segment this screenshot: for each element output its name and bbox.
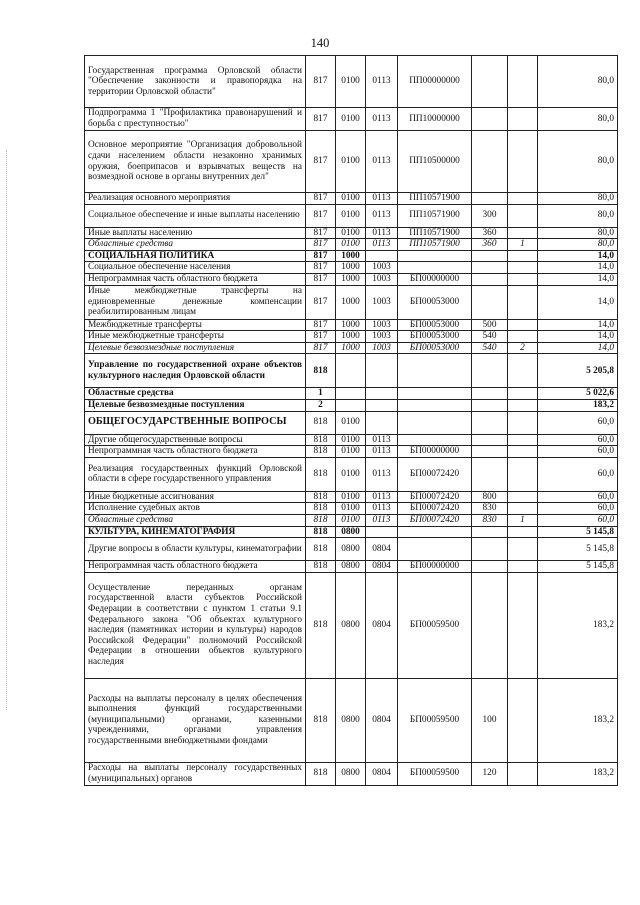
row-admin-code: 818 bbox=[306, 538, 336, 561]
row-target-code bbox=[398, 434, 472, 446]
row-expense-type: 800 bbox=[472, 491, 508, 503]
row-expense-type: 120 bbox=[472, 762, 508, 785]
row-amount: 183,2 bbox=[538, 678, 618, 762]
row-name: Областные средства bbox=[85, 239, 306, 251]
row-amount: 60,0 bbox=[538, 491, 618, 503]
row-expense-type bbox=[472, 446, 508, 458]
table-row bbox=[85, 572, 618, 678]
row-expense-type: 100 bbox=[472, 678, 508, 762]
table-row bbox=[85, 262, 618, 274]
row-amount: 60,0 bbox=[538, 434, 618, 446]
table-row bbox=[85, 354, 618, 388]
row-expense-type bbox=[472, 561, 508, 573]
table-row bbox=[85, 457, 618, 491]
row-amount: 60,0 bbox=[538, 503, 618, 515]
row-source-code bbox=[508, 108, 538, 131]
row-source-code bbox=[508, 411, 538, 434]
table-row bbox=[85, 204, 618, 227]
row-amount: 80,0 bbox=[538, 131, 618, 193]
row-source-code bbox=[508, 131, 538, 193]
row-section-code: 0800 bbox=[336, 526, 366, 538]
row-admin-code: 818 bbox=[306, 491, 336, 503]
row-subsection-code: 0113 bbox=[366, 514, 398, 526]
row-section-code: 0100 bbox=[336, 514, 366, 526]
row-name: СОЦИАЛЬНАЯ ПОЛИТИКА bbox=[85, 250, 306, 262]
row-subsection-code: 1003 bbox=[366, 273, 398, 285]
table-row bbox=[85, 526, 618, 538]
row-name: Иные выплаты населению bbox=[85, 227, 306, 239]
row-target-code: БП00000000 bbox=[398, 446, 472, 458]
row-admin-code: 818 bbox=[306, 354, 336, 388]
row-admin-code: 817 bbox=[306, 108, 336, 131]
row-subsection-code: 0804 bbox=[366, 561, 398, 573]
row-subsection-code: 0113 bbox=[366, 56, 398, 108]
row-source-code bbox=[508, 193, 538, 205]
table-row bbox=[85, 342, 618, 354]
row-name: Расходы на выплаты персоналу государственных (муниципальных) органов bbox=[85, 762, 306, 785]
row-expense-type bbox=[472, 399, 508, 411]
row-subsection-code: 0113 bbox=[366, 239, 398, 251]
row-name: Осуществление переданных органам государственной власти субъектов Российской Федерации в соответствии с пунктом 1 статьи 9.1 Федерального закона "Об объектах культурного наследия (памятниках истории и культуры) народов Российской Федерации" полномочий Российской Федерации в отношении объектов культурного наследия bbox=[85, 572, 306, 678]
row-section-code: 1000 bbox=[336, 262, 366, 274]
row-admin-code: 817 bbox=[306, 331, 336, 343]
row-expense-type bbox=[472, 434, 508, 446]
row-expense-type: 300 bbox=[472, 204, 508, 227]
row-section-code: 0800 bbox=[336, 678, 366, 762]
row-target-code: БП00072420 bbox=[398, 457, 472, 491]
row-source-code bbox=[508, 503, 538, 515]
row-section-code: 1000 bbox=[336, 342, 366, 354]
row-expense-type bbox=[472, 262, 508, 274]
row-amount: 14,0 bbox=[538, 262, 618, 274]
table-row bbox=[85, 331, 618, 343]
row-subsection-code bbox=[366, 526, 398, 538]
row-subsection-code: 0113 bbox=[366, 446, 398, 458]
table-row bbox=[85, 411, 618, 434]
row-target-code: БП00072420 bbox=[398, 514, 472, 526]
row-expense-type bbox=[472, 411, 508, 434]
row-subsection-code: 1003 bbox=[366, 319, 398, 331]
row-admin-code: 818 bbox=[306, 526, 336, 538]
row-admin-code: 817 bbox=[306, 56, 336, 108]
row-target-code: ПП00000000 bbox=[398, 56, 472, 108]
row-subsection-code bbox=[366, 388, 398, 400]
row-expense-type bbox=[472, 538, 508, 561]
row-admin-code: 818 bbox=[306, 561, 336, 573]
row-section-code: 0100 bbox=[336, 56, 366, 108]
row-source-code bbox=[508, 388, 538, 400]
table-row bbox=[85, 434, 618, 446]
row-name: Целевые безвозмездные поступления bbox=[85, 342, 306, 354]
row-subsection-code bbox=[366, 250, 398, 262]
row-subsection-code: 0113 bbox=[366, 204, 398, 227]
row-expense-type bbox=[472, 56, 508, 108]
row-amount: 80,0 bbox=[538, 204, 618, 227]
row-source-code bbox=[508, 526, 538, 538]
row-expense-type bbox=[472, 108, 508, 131]
row-source-code bbox=[508, 250, 538, 262]
row-admin-code: 818 bbox=[306, 678, 336, 762]
row-target-code: БП00053000 bbox=[398, 331, 472, 343]
row-section-code: 0100 bbox=[336, 227, 366, 239]
row-name: Основное мероприятие "Организация добровольной сдачи населением области незаконно хранимых оружия, боеприпасов и взрывчатых веществ на возмездной основе в органы внутренних дел" bbox=[85, 131, 306, 193]
row-source-code bbox=[508, 262, 538, 274]
row-expense-type bbox=[472, 526, 508, 538]
row-subsection-code: 0113 bbox=[366, 434, 398, 446]
table-row bbox=[85, 538, 618, 561]
table-row bbox=[85, 514, 618, 526]
row-admin-code: 817 bbox=[306, 273, 336, 285]
row-target-code bbox=[398, 399, 472, 411]
row-expense-type bbox=[472, 193, 508, 205]
row-subsection-code: 1003 bbox=[366, 262, 398, 274]
row-admin-code: 817 bbox=[306, 319, 336, 331]
row-name: Непрограммная часть областного бюджета bbox=[85, 446, 306, 458]
row-subsection-code: 0113 bbox=[366, 503, 398, 515]
row-name: Реализация государственных функций Орловской области в сфере государственного управления bbox=[85, 457, 306, 491]
row-subsection-code: 0804 bbox=[366, 572, 398, 678]
row-subsection-code: 0113 bbox=[366, 457, 398, 491]
row-admin-code: 818 bbox=[306, 457, 336, 491]
row-target-code: ПП10571900 bbox=[398, 227, 472, 239]
row-target-code: ПП10571900 bbox=[398, 193, 472, 205]
row-section-code: 0800 bbox=[336, 561, 366, 573]
row-expense-type: 540 bbox=[472, 331, 508, 343]
row-expense-type bbox=[472, 285, 508, 319]
row-target-code: ПП10500000 bbox=[398, 131, 472, 193]
row-section-code: 0100 bbox=[336, 204, 366, 227]
row-amount: 5 145,8 bbox=[538, 526, 618, 538]
row-name: Реализация основного мероприятия bbox=[85, 193, 306, 205]
row-section-code: 0100 bbox=[336, 131, 366, 193]
row-target-code: БП00053000 bbox=[398, 342, 472, 354]
row-admin-code: 818 bbox=[306, 572, 336, 678]
row-expense-type bbox=[472, 457, 508, 491]
table-row bbox=[85, 399, 618, 411]
row-expense-type bbox=[472, 354, 508, 388]
row-amount: 183,2 bbox=[538, 572, 618, 678]
row-section-code: 0100 bbox=[336, 503, 366, 515]
table-row bbox=[85, 108, 618, 131]
row-expense-type: 360 bbox=[472, 239, 508, 251]
row-source-code bbox=[508, 331, 538, 343]
row-admin-code: 2 bbox=[306, 399, 336, 411]
row-source-code bbox=[508, 273, 538, 285]
row-admin-code: 817 bbox=[306, 262, 336, 274]
table-row bbox=[85, 239, 618, 251]
row-target-code: БП00000000 bbox=[398, 273, 472, 285]
row-name: Непрограммная часть областного бюджета bbox=[85, 561, 306, 573]
row-amount: 60,0 bbox=[538, 514, 618, 526]
row-expense-type: 360 bbox=[472, 227, 508, 239]
row-admin-code: 818 bbox=[306, 446, 336, 458]
row-target-code bbox=[398, 526, 472, 538]
row-name: Управление по государственной охране объектов культурного наследия Орловской области bbox=[85, 354, 306, 388]
row-expense-type bbox=[472, 273, 508, 285]
row-target-code bbox=[398, 262, 472, 274]
row-amount: 183,2 bbox=[538, 762, 618, 785]
table-row bbox=[85, 273, 618, 285]
row-section-code bbox=[336, 354, 366, 388]
row-amount: 60,0 bbox=[538, 457, 618, 491]
row-source-code bbox=[508, 285, 538, 319]
row-admin-code: 817 bbox=[306, 239, 336, 251]
row-subsection-code bbox=[366, 411, 398, 434]
row-name: Исполнение судебных актов bbox=[85, 503, 306, 515]
row-amount: 80,0 bbox=[538, 108, 618, 131]
row-target-code: БП00072420 bbox=[398, 491, 472, 503]
row-amount: 60,0 bbox=[538, 411, 618, 434]
row-amount: 80,0 bbox=[538, 193, 618, 205]
margin-mark bbox=[6, 150, 9, 710]
table-row bbox=[85, 678, 618, 762]
row-name: Другие вопросы в области культуры, кинематографии bbox=[85, 538, 306, 561]
row-expense-type bbox=[472, 572, 508, 678]
row-section-code: 1000 bbox=[336, 250, 366, 262]
row-section-code bbox=[336, 388, 366, 400]
row-subsection-code bbox=[366, 399, 398, 411]
row-section-code: 1000 bbox=[336, 285, 366, 319]
row-target-code bbox=[398, 411, 472, 434]
row-name: Областные средства bbox=[85, 388, 306, 400]
row-admin-code: 818 bbox=[306, 514, 336, 526]
row-section-code: 1000 bbox=[336, 331, 366, 343]
row-expense-type bbox=[472, 250, 508, 262]
row-section-code: 0800 bbox=[336, 572, 366, 678]
budget-table bbox=[84, 55, 618, 786]
row-name: Областные средства bbox=[85, 514, 306, 526]
table-row bbox=[85, 250, 618, 262]
row-source-code bbox=[508, 572, 538, 678]
row-subsection-code: 0113 bbox=[366, 491, 398, 503]
row-subsection-code: 0113 bbox=[366, 131, 398, 193]
row-target-code: БП00059500 bbox=[398, 678, 472, 762]
row-expense-type: 830 bbox=[472, 514, 508, 526]
row-section-code: 1000 bbox=[336, 319, 366, 331]
row-subsection-code: 0804 bbox=[366, 538, 398, 561]
table-row bbox=[85, 193, 618, 205]
row-target-code: БП00053000 bbox=[398, 319, 472, 331]
table-row bbox=[85, 388, 618, 400]
table-row bbox=[85, 446, 618, 458]
row-source-code bbox=[508, 446, 538, 458]
row-subsection-code: 0804 bbox=[366, 762, 398, 785]
row-section-code: 0100 bbox=[336, 457, 366, 491]
row-name: Иные межбюджетные трансферты bbox=[85, 331, 306, 343]
row-admin-code: 1 bbox=[306, 388, 336, 400]
row-target-code bbox=[398, 388, 472, 400]
row-section-code bbox=[336, 399, 366, 411]
table-row bbox=[85, 285, 618, 319]
row-source-code: 1 bbox=[508, 514, 538, 526]
row-name: КУЛЬТУРА, КИНЕМАТОГРАФИЯ bbox=[85, 526, 306, 538]
table-row bbox=[85, 503, 618, 515]
row-admin-code: 817 bbox=[306, 285, 336, 319]
row-expense-type: 500 bbox=[472, 319, 508, 331]
row-source-code: 1 bbox=[508, 239, 538, 251]
row-admin-code: 818 bbox=[306, 503, 336, 515]
table-row bbox=[85, 491, 618, 503]
row-name: Непрограммная часть областного бюджета bbox=[85, 273, 306, 285]
row-section-code: 0800 bbox=[336, 538, 366, 561]
row-source-code bbox=[508, 319, 538, 331]
row-admin-code: 817 bbox=[306, 131, 336, 193]
row-expense-type bbox=[472, 388, 508, 400]
row-name: Подпрограмма 1 "Профилактика правонарушений и борьба с преступностью" bbox=[85, 108, 306, 131]
row-subsection-code: 0113 bbox=[366, 108, 398, 131]
row-name: Иные бюджетные ассигнования bbox=[85, 491, 306, 503]
row-amount: 5 145,8 bbox=[538, 538, 618, 561]
row-amount: 5 205,8 bbox=[538, 354, 618, 388]
row-source-code bbox=[508, 762, 538, 785]
row-section-code: 0100 bbox=[336, 239, 366, 251]
row-expense-type: 830 bbox=[472, 503, 508, 515]
row-subsection-code bbox=[366, 354, 398, 388]
row-name: ОБЩЕГОСУДАРСТВЕННЫЕ ВОПРОСЫ bbox=[85, 411, 306, 434]
row-amount: 14,0 bbox=[538, 331, 618, 343]
row-target-code: ПП10571900 bbox=[398, 239, 472, 251]
row-source-code bbox=[508, 227, 538, 239]
row-admin-code: 817 bbox=[306, 227, 336, 239]
table-row bbox=[85, 227, 618, 239]
row-name: Целевые безвозмездные поступления bbox=[85, 399, 306, 411]
row-target-code bbox=[398, 354, 472, 388]
row-source-code bbox=[508, 399, 538, 411]
row-amount: 80,0 bbox=[538, 56, 618, 108]
row-source-code bbox=[508, 457, 538, 491]
row-subsection-code: 1003 bbox=[366, 331, 398, 343]
row-name: Иные межбюджетные трансферты на единовременные денежные компенсации реабилитированным лицам bbox=[85, 285, 306, 319]
row-expense-type bbox=[472, 131, 508, 193]
row-section-code: 0100 bbox=[336, 434, 366, 446]
row-subsection-code: 1003 bbox=[366, 285, 398, 319]
row-amount: 14,0 bbox=[538, 250, 618, 262]
row-subsection-code: 0113 bbox=[366, 193, 398, 205]
row-expense-type: 540 bbox=[472, 342, 508, 354]
page-number: 140 bbox=[310, 36, 330, 50]
row-section-code: 1000 bbox=[336, 273, 366, 285]
row-section-code: 0100 bbox=[336, 446, 366, 458]
row-target-code: ПП10000000 bbox=[398, 108, 472, 131]
row-name: Государственная программа Орловской области "Обеспечение законности и правопорядка на территории Орловской области" bbox=[85, 56, 306, 108]
row-name: Социальное обеспечение и иные выплаты населению bbox=[85, 204, 306, 227]
row-amount: 5 145,8 bbox=[538, 561, 618, 573]
row-target-code: БП00000000 bbox=[398, 561, 472, 573]
row-admin-code: 818 bbox=[306, 762, 336, 785]
row-section-code: 0800 bbox=[336, 762, 366, 785]
row-amount: 14,0 bbox=[538, 319, 618, 331]
table-row bbox=[85, 762, 618, 785]
row-amount: 14,0 bbox=[538, 285, 618, 319]
row-source-code bbox=[508, 354, 538, 388]
row-admin-code: 817 bbox=[306, 250, 336, 262]
row-amount: 14,0 bbox=[538, 342, 618, 354]
row-target-code: БП00072420 bbox=[398, 503, 472, 515]
row-amount: 14,0 bbox=[538, 273, 618, 285]
row-name: Межбюджетные трансферты bbox=[85, 319, 306, 331]
row-source-code bbox=[508, 678, 538, 762]
row-amount: 183,2 bbox=[538, 399, 618, 411]
row-target-code bbox=[398, 538, 472, 561]
row-amount: 5 022,6 bbox=[538, 388, 618, 400]
row-source-code: 2 bbox=[508, 342, 538, 354]
row-source-code bbox=[508, 491, 538, 503]
table-row bbox=[85, 131, 618, 193]
row-source-code bbox=[508, 204, 538, 227]
row-name: Социальное обеспечение населения bbox=[85, 262, 306, 274]
row-source-code bbox=[508, 538, 538, 561]
row-section-code: 0100 bbox=[336, 491, 366, 503]
row-name: Другие общегосударственные вопросы bbox=[85, 434, 306, 446]
row-source-code bbox=[508, 434, 538, 446]
row-section-code: 0100 bbox=[336, 108, 366, 131]
row-source-code bbox=[508, 56, 538, 108]
row-target-code bbox=[398, 250, 472, 262]
row-admin-code: 817 bbox=[306, 204, 336, 227]
row-target-code: БП00053000 bbox=[398, 285, 472, 319]
row-amount: 80,0 bbox=[538, 227, 618, 239]
table-row bbox=[85, 561, 618, 573]
row-name: Расходы на выплаты персоналу в целях обеспечения выполнения функций государственными (муниципальными) органами, казенными учреждениями, органами управления государственными внебюджетными фондами bbox=[85, 678, 306, 762]
row-subsection-code: 0804 bbox=[366, 678, 398, 762]
row-admin-code: 817 bbox=[306, 193, 336, 205]
row-subsection-code: 1003 bbox=[366, 342, 398, 354]
row-target-code: ПП10571900 bbox=[398, 204, 472, 227]
row-amount: 60,0 bbox=[538, 446, 618, 458]
row-section-code: 0100 bbox=[336, 411, 366, 434]
row-amount: 80,0 bbox=[538, 239, 618, 251]
row-target-code: БП00059500 bbox=[398, 762, 472, 785]
row-source-code bbox=[508, 561, 538, 573]
row-target-code: БП00059500 bbox=[398, 572, 472, 678]
row-section-code: 0100 bbox=[336, 193, 366, 205]
row-admin-code: 818 bbox=[306, 411, 336, 434]
row-admin-code: 818 bbox=[306, 434, 336, 446]
row-admin-code: 817 bbox=[306, 342, 336, 354]
table-row bbox=[85, 319, 618, 331]
table-row bbox=[85, 56, 618, 108]
row-subsection-code: 0113 bbox=[366, 227, 398, 239]
